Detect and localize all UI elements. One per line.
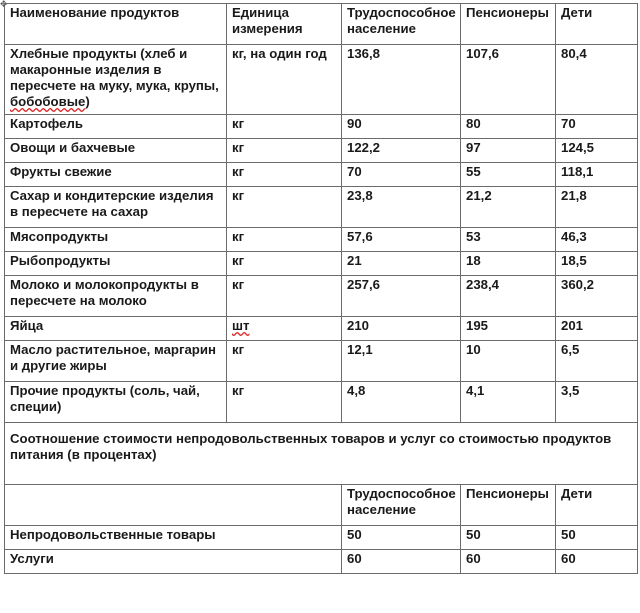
- children-value-cell: 3,5: [556, 382, 638, 423]
- working-value-cell: 257,6: [342, 276, 461, 317]
- working-value-cell: 12,1: [342, 341, 461, 382]
- section-row-name: Непродовольственные товары: [5, 526, 342, 550]
- pensioners-value-cell: 107,6: [461, 45, 556, 115]
- table-row: [5, 187, 638, 228]
- table-row: [5, 341, 638, 382]
- product-name-cell: Овощи и бахчевые: [5, 139, 227, 163]
- children-value-cell: 18,5: [556, 252, 638, 276]
- working-value-cell: 57,6: [342, 228, 461, 252]
- working-value-cell: 90: [342, 115, 461, 139]
- table-row: [5, 276, 638, 317]
- unit-cell: кг: [227, 187, 342, 228]
- children-value-cell: 21,8: [556, 187, 638, 228]
- unit-cell: кг, на один год: [227, 45, 342, 115]
- product-name-cell: [5, 45, 227, 115]
- children-value-cell: 360,2: [556, 276, 638, 317]
- working-value-cell: 50: [342, 526, 461, 550]
- children-value-cell: 6,5: [556, 341, 638, 382]
- table-row: [5, 45, 638, 115]
- section-title-row: [5, 423, 638, 485]
- working-value-cell: 4,8: [342, 382, 461, 423]
- product-name-cell: Яйца: [5, 317, 227, 341]
- children-value-cell: 46,3: [556, 228, 638, 252]
- section-header-pensioners: Пенсионеры: [461, 485, 556, 526]
- section-title: Соотношение стоимости непродовольственных товаров и услуг со стоимостью продуктов питания (в процентах): [5, 423, 638, 485]
- pensioners-value-cell: 60: [461, 550, 556, 574]
- unit-cell: кг: [227, 252, 342, 276]
- table-row: [5, 115, 638, 139]
- section-header-working-population: Трудоспособное население: [342, 485, 461, 526]
- product-name-cell: Прочие продукты (соль, чай, специи): [5, 382, 227, 423]
- table-row: [5, 252, 638, 276]
- unit-cell: кг: [227, 139, 342, 163]
- product-name-cell: Фрукты свежие: [5, 163, 227, 187]
- spellcheck-error-word: бобобовые: [10, 94, 86, 109]
- pensioners-value-cell: 50: [461, 526, 556, 550]
- header-pensioners: Пенсионеры: [461, 4, 556, 45]
- pensioners-value-cell: 53: [461, 228, 556, 252]
- unit-cell: кг: [227, 163, 342, 187]
- product-name-text: Хлебные продукты (хлеб и макаронные изделия в пересчете на муку, мука, крупы,: [10, 46, 219, 93]
- table-row: [5, 163, 638, 187]
- table-header-row: [5, 4, 638, 45]
- children-value-cell: 124,5: [556, 139, 638, 163]
- working-value-cell: 210: [342, 317, 461, 341]
- pensioners-value-cell: 10: [461, 341, 556, 382]
- children-value-cell: 201: [556, 317, 638, 341]
- section-header-row: [5, 485, 638, 526]
- pensioners-value-cell: 4,1: [461, 382, 556, 423]
- children-value-cell: 80,4: [556, 45, 638, 115]
- unit-cell: кг: [227, 341, 342, 382]
- product-name-cell: Рыбопродукты: [5, 252, 227, 276]
- working-value-cell: 136,8: [342, 45, 461, 115]
- product-name-cell: Молоко и молокопродукты в пересчете на молоко: [5, 276, 227, 317]
- pensioners-value-cell: 80: [461, 115, 556, 139]
- working-value-cell: 122,2: [342, 139, 461, 163]
- children-value-cell: 70: [556, 115, 638, 139]
- section-row-name: Услуги: [5, 550, 342, 574]
- spellcheck-error-word: шт: [232, 318, 250, 333]
- unit-cell: кг: [227, 228, 342, 252]
- product-name-cell: Мясопродукты: [5, 228, 227, 252]
- header-unit: Единица измерения: [227, 4, 342, 45]
- working-value-cell: 70: [342, 163, 461, 187]
- section-row: [5, 550, 638, 574]
- working-value-cell: 60: [342, 550, 461, 574]
- header-working-population: Трудоспособное население: [342, 4, 461, 45]
- product-name-cell: Картофель: [5, 115, 227, 139]
- header-product-name: Наименование продуктов: [5, 4, 227, 45]
- unit-cell: кг: [227, 276, 342, 317]
- pensioners-value-cell: 18: [461, 252, 556, 276]
- header-children: Дети: [556, 4, 638, 45]
- table-row: [5, 139, 638, 163]
- section-header-children: Дети: [556, 485, 638, 526]
- product-name-text-end: ): [85, 94, 90, 109]
- unit-cell: [227, 317, 342, 341]
- children-value-cell: 50: [556, 526, 638, 550]
- pensioners-value-cell: 195: [461, 317, 556, 341]
- table-row: [5, 382, 638, 423]
- product-name-cell: Сахар и кондитерские изделия в пересчете на сахар: [5, 187, 227, 228]
- table-row: [5, 228, 638, 252]
- children-value-cell: 60: [556, 550, 638, 574]
- pensioners-value-cell: 97: [461, 139, 556, 163]
- table-move-handle-icon[interactable]: ✥: [0, 0, 8, 9]
- children-value-cell: 118,1: [556, 163, 638, 187]
- unit-cell: кг: [227, 382, 342, 423]
- working-value-cell: 23,8: [342, 187, 461, 228]
- pensioners-value-cell: 238,4: [461, 276, 556, 317]
- pensioners-value-cell: 21,2: [461, 187, 556, 228]
- pensioners-value-cell: 55: [461, 163, 556, 187]
- working-value-cell: 21: [342, 252, 461, 276]
- section-header-empty: [5, 485, 342, 526]
- food-basket-table: [4, 3, 638, 574]
- table-row: [5, 317, 638, 341]
- product-name-cell: Масло растительное, маргарин и другие жиры: [5, 341, 227, 382]
- unit-cell: кг: [227, 115, 342, 139]
- section-row: [5, 526, 638, 550]
